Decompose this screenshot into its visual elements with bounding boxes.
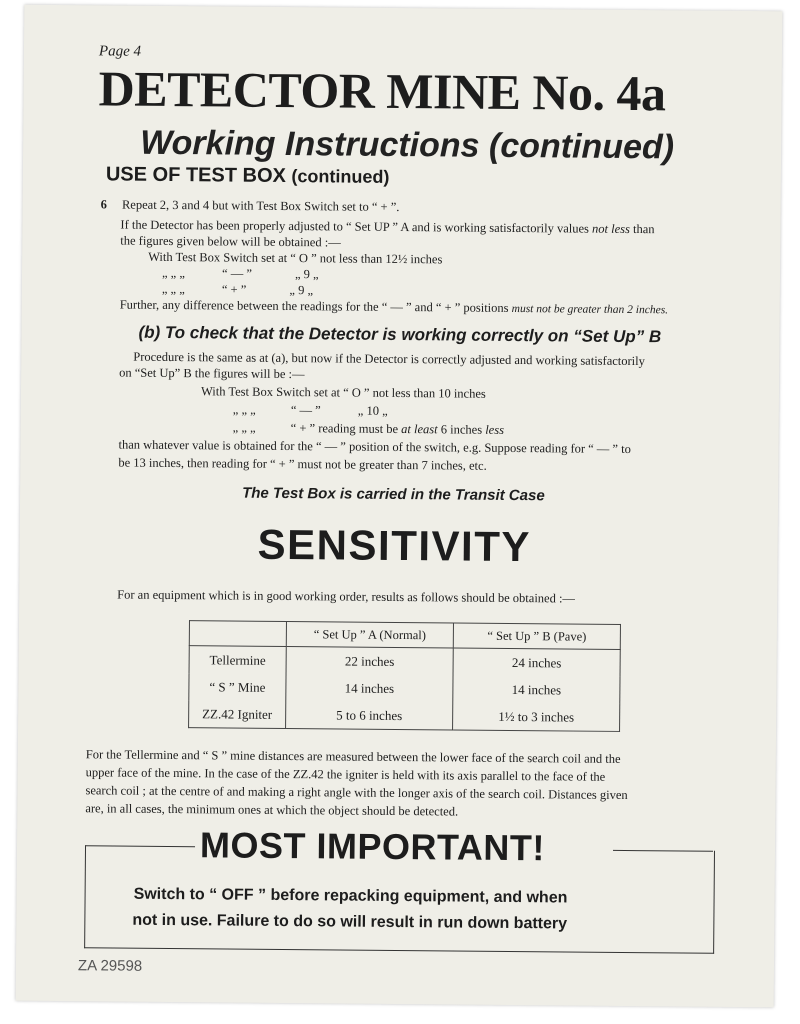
setup-b-row-plus [233, 421, 504, 438]
sensitivity-title: SENSITIVITY [257, 520, 532, 571]
setup-a-value-minus: „ 9 „ [294, 267, 319, 282]
table-row [189, 700, 620, 731]
setup-a-intro-text: If the Detector has been properly adjusted to “ Set UP ” A and is working satisfactorily values [120, 217, 590, 236]
further-note [120, 298, 668, 318]
document-sheet [16, 5, 783, 1008]
setup-a-intro-emph: not less [592, 221, 630, 237]
setup-a-row-plus [162, 282, 313, 298]
part-b-para-3: than whatever value is obtained for the “ — ” position of the switch, e.g. Suppose reading for “ — ” to [118, 437, 631, 457]
distance-note-3: search coil ; at the centre of and making a right angle with the longer axis of the search coil. Distances given [85, 783, 628, 803]
part-b-para-4: be 13 inches, then reading for “ + ” must not be greater than 7 inches, etc. [118, 455, 487, 473]
ditto-marks: „ „ „ [161, 265, 185, 281]
table-row-label: ZZ.42 Igniter [189, 700, 286, 728]
further-note-emph: must not be greater than 2 inches. [511, 302, 669, 317]
document-title: DETECTOR MINE No. 4a [98, 60, 666, 122]
switch-symbol-plus: “ + ” reading must be [290, 421, 399, 436]
page-number: Page 4 [98, 43, 142, 60]
table-cell: 24 inches [453, 648, 620, 677]
table-header-cell: “ Set Up ” A (Normal) [286, 622, 453, 648]
section-heading-cont: (continued) [291, 166, 390, 187]
setup-b-row-o: With Test Box Switch set at “ O ” not less than 10 inches [200, 384, 486, 401]
sensitivity-table [188, 620, 621, 732]
switch-symbol-minus: “ — ” [221, 266, 252, 281]
setup-a-intro-end: than [632, 222, 655, 237]
part-b-para-1: Procedure is the same as at (a), but now if the Detector is correctly adjusted and working satisfactorily [133, 349, 645, 369]
table-cell: 1½ to 3 inches [453, 702, 620, 731]
setup-b-value-minus: „ 10 „ [357, 403, 388, 418]
section-heading [106, 163, 390, 188]
distance-note-2: upper face of the mine. In the case of the ZZ.42 the igniter is held with its axis parallel to the face of the [85, 765, 606, 784]
distance-note-1: For the Tellermine and “ S ” mine distances are measured between the lower face of the search coil and the [85, 747, 621, 766]
setup-b-row-minus [233, 403, 388, 419]
sensitivity-intro: For an equipment which is in good working order, results as follows should be obtained :— [117, 587, 576, 606]
setup-a-value-plus: „ 9 „ [289, 283, 314, 298]
ditto-marks: „ „ „ [161, 281, 185, 297]
important-line-1: Switch to “ OFF ” before repacking equipment, and when [133, 885, 568, 907]
important-line-2: not in use. Failure to do so will result in run down battery [132, 911, 568, 933]
part-b-heading: (b) To check that the Detector is working correctly on “Set Up” B [138, 322, 662, 347]
step-text: Repeat 2, 3 and 4 but with Test Box Switch set to “ + ”. [121, 197, 400, 214]
ditto-marks: „ „ „ [232, 402, 256, 417]
table-row [189, 673, 620, 704]
further-note-text: Further, any difference between the readings for the “ — ” and “ + ” positions [119, 297, 509, 315]
distance-note-4: are, in all cases, the minimum ones at which the object should be detected. [85, 801, 459, 819]
switch-symbol-minus: “ — ” [290, 403, 321, 418]
step-6 [101, 197, 400, 215]
six-inches: 6 inches [440, 422, 483, 437]
table-header-cell [189, 621, 286, 647]
table-row-label: Tellermine [189, 646, 286, 674]
transit-case-note: The Test Box is carried in the Transit Case [242, 484, 545, 505]
setup-a-intro-line2: the figures given below will be obtained :— [120, 233, 341, 250]
switch-symbol-plus: “ + ” [221, 282, 247, 297]
table-row-label: “ S ” Mine [189, 673, 286, 701]
table-row [189, 646, 620, 677]
table-cell: 14 inches [286, 674, 453, 702]
ditto-marks: „ „ „ [232, 420, 256, 435]
table-header-row [189, 621, 620, 650]
form-code: ZA 29598 [77, 957, 143, 975]
table-cell: 14 inches [453, 675, 620, 703]
table-header-cell: “ Set Up ” B (Pave) [453, 623, 620, 649]
step-number: 6 [100, 197, 107, 212]
setup-a-row-minus [162, 266, 319, 282]
table-cell: 22 inches [286, 647, 453, 676]
setup-a-row-o: With Test Box Switch set at “ O ” not less than 12½ inches [148, 249, 443, 267]
less-emph: less [485, 422, 505, 437]
section-heading-text: USE OF TEST BOX [105, 163, 287, 188]
at-least-emph: at least [401, 422, 438, 437]
part-b-para-2: on “Set Up” B the figures will be :— [119, 365, 305, 382]
document-subtitle: Working Instructions (continued) [139, 123, 675, 167]
table-cell: 5 to 6 inches [286, 701, 453, 730]
important-title: MOST IMPORTANT! [199, 824, 545, 869]
